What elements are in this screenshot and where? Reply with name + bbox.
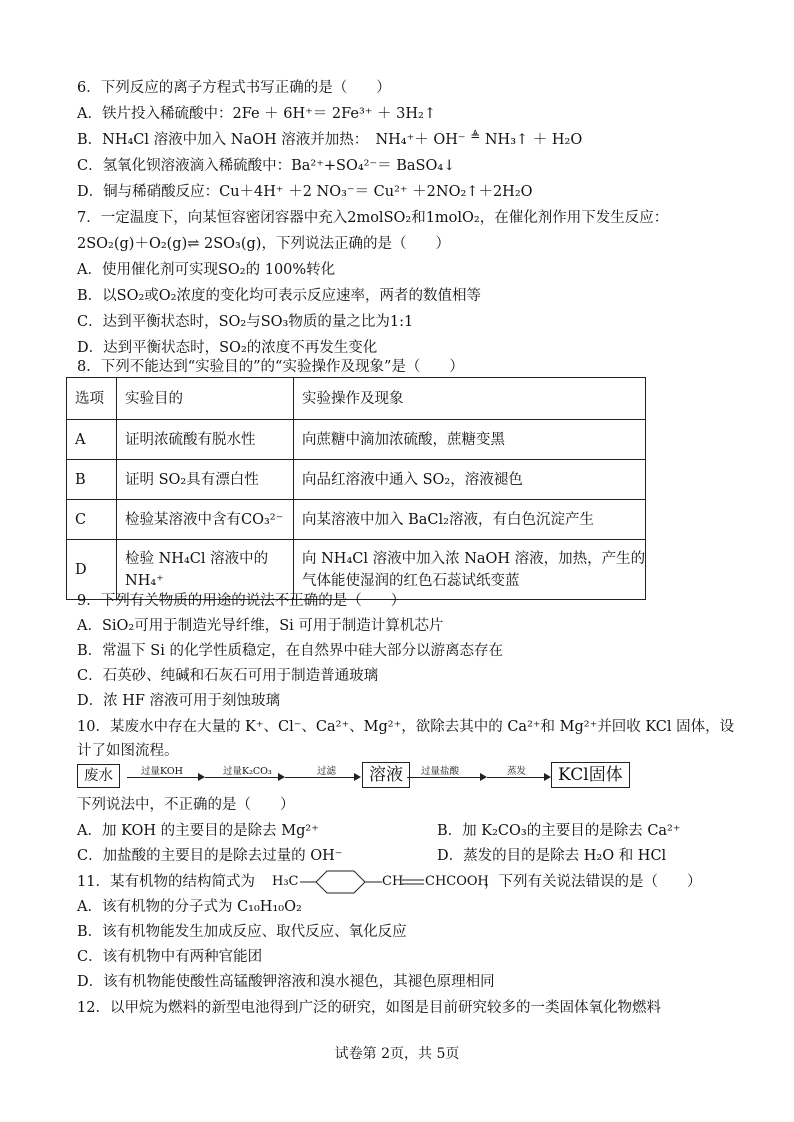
flow-arrow [285, 777, 359, 778]
process-flow-diagram [77, 760, 637, 790]
q10-stem-line2: 计了如图流程。 [77, 743, 179, 759]
table-header-cell: 选项 [67, 378, 117, 420]
q11-stem-post: ，下列有关说法错误的是（ ） [484, 874, 702, 890]
methyl-group: H₃C [272, 874, 299, 889]
flow-step-label: 蒸发 [507, 766, 527, 777]
flow-step-label: 过量盐酸 [421, 766, 460, 777]
ch-group: CH [382, 874, 404, 889]
q9-option-c: C．石英砂、纯碱和石灰石可用于制造普通玻璃 [77, 668, 379, 684]
table-row [67, 420, 646, 460]
flow-arrow [407, 777, 485, 778]
flow-step-label: 过滤 [317, 766, 337, 777]
table-cell: B [67, 460, 117, 500]
q7-option-a: A．使用催化剂可实现SO₂的 100%转化 [77, 262, 336, 278]
heat-symbol: ≜ [470, 129, 481, 143]
table-cell: A [67, 420, 117, 460]
experiment-table [66, 377, 646, 600]
q7-stem-line2: 2SO₂(g)＋O₂(g)⇌ 2SO₃(g)，下列说法正确的是（ ） [77, 236, 450, 252]
table-cell: 检验某溶液中含有CO₃²⁻ [117, 500, 294, 540]
q7-option-b: B．以SO₂或O₂浓度的变化均可表示反应速率，两者的数值相等 [77, 288, 481, 304]
flow-step-label: 过量KOH [141, 766, 183, 777]
flow-arrow [205, 777, 283, 778]
flow-box-solution: 溶液 [362, 762, 410, 788]
q11-option-d: D．该有机物能使酸性高锰酸钾溶液和溴水褪色，其褪色原理相同 [77, 974, 495, 990]
q10-option-c: C．加盐酸的主要目的是除去过量的 OH⁻ [77, 848, 343, 864]
flow-box-kcl-solid: KCl固体 [551, 762, 630, 788]
q6-option-a: A．铁片投入稀硫酸中：2Fe ＋ 6H⁺＝ 2Fe³⁺ ＋ 3H₂↑ [77, 106, 436, 122]
table-cell: 向品红溶液中通入 SO₂，溶液褪色 [294, 460, 646, 500]
q6-option-d: D．铜与稀硝酸反应：Cu＋4H⁺ ＋2 NO₃⁻＝ Cu²⁺ ＋2NO₂↑＋2H₂O [77, 184, 533, 200]
table-header-cell: 实验操作及现象 [294, 378, 646, 420]
q8-stem: 8．下列不能达到“实验目的”的“实验操作及现象”是（ ） [77, 359, 464, 375]
q7-option-c: C．达到平衡状态时，SO₂与SO₃物质的量之比为1:1 [77, 314, 414, 330]
q9-option-b: B．常温下 Si 的化学性质稳定，在自然界中硅大部分以游离态存在 [77, 643, 503, 659]
q11-option-a: A．该有机物的分子式为 C₁₀H₁₀O₂ [77, 899, 302, 915]
chcooh-group: CHCOOH [425, 874, 489, 889]
table-cell: 证明 SO₂具有漂白性 [117, 460, 294, 500]
table-header-row [67, 378, 646, 420]
q6-option-b-text: B．NH₄Cl 溶液中加入 NaOH 溶液并加热： NH₄⁺＋ OH⁻ [77, 132, 466, 148]
flow-box-wastewater: 废水 [77, 764, 120, 788]
flow-arrow [487, 777, 549, 778]
q11-option-b: B．该有机物能发生加成反应、取代反应、氧化反应 [77, 924, 407, 940]
q7-option-d: D．达到平衡状态时，SO₂的浓度不再发生变化 [77, 340, 378, 356]
table-cell: 证明浓硫酸有脱水性 [117, 420, 294, 460]
q9-stem: 9．下列有关物质的用途的说法不正确的是（ ） [77, 593, 406, 609]
q6-stem: 6．下列反应的离子方程式书写正确的是（ ） [77, 80, 391, 96]
q6-option-c: C．氢氧化钡溶液滴入稀硫酸中：Ba²⁺+SO₄²⁻＝ BaSO₄↓ [77, 158, 456, 174]
table-cell-line: 气体能使湿润的红色石蕊试纸变蓝 [302, 572, 520, 589]
q7-stem-line1: 7．一定温度下，向某恒容密闭容器中充入2molSO₂和1molO₂，在催化剂作用下发生反应： [77, 210, 669, 226]
structural-formula [272, 868, 489, 898]
q9-option-d: D．浓 HF 溶液可用于刻蚀玻璃 [77, 693, 281, 709]
q11-option-c: C．该有机物中有两种官能团 [77, 949, 263, 965]
table-row [67, 460, 646, 500]
flow-step-label: 过量K₂CO₃ [223, 766, 272, 777]
table-cell: 向蔗糖中滴加浓硫酸，蔗糖变黑 [294, 420, 646, 460]
table-cell: D [67, 540, 117, 600]
q11-stem-pre: 11．某有机物的结构简式为 [77, 874, 255, 890]
q10-stem-line1: 10．某废水中存在大量的 K⁺、Cl⁻、Ca²⁺、Mg²⁺，欲除去其中的 Ca²⁺和 Mg²⁺并回收 KCl 固体，设 [77, 719, 735, 735]
q6-option-b [77, 129, 582, 151]
table-cell-line: NH₄⁺ [125, 572, 164, 589]
q12-stem: 12．以甲烷为燃料的新型电池得到广泛的研究，如图是目前研究较多的一类固体氧化物燃料 [77, 1000, 661, 1016]
page-footer: 试卷第 2页，共 5页 [334, 1046, 460, 1062]
table-cell-line: 向 NH₄Cl 溶液中加入浓 NaOH 溶液，加热，产生的 [302, 550, 646, 567]
table-row [67, 500, 646, 540]
q9-option-a: A．SiO₂可用于制造光导纤维，Si 可用于制造计算机芯片 [77, 618, 444, 634]
q10-ask: 下列说法中，不正确的是（ ） [77, 797, 295, 813]
q10-option-b: B．加 K₂CO₃的主要目的是除去 Ca²⁺ [437, 823, 681, 839]
q10-option-a: A．加 KOH 的主要目的是除去 Mg²⁺ [77, 823, 319, 839]
q10-option-d: D．蒸发的目的是除去 H₂O 和 HCl [437, 848, 667, 864]
q6-option-b-products: NH₃↑ ＋ H₂O [484, 132, 583, 148]
table-cell: C [67, 500, 117, 540]
table-header-cell: 实验目的 [117, 378, 294, 420]
table-cell: 向某溶液中加入 BaCl₂溶液，有白色沉淀产生 [294, 500, 646, 540]
table-cell-line: 检验 NH₄Cl 溶液中的 [125, 550, 269, 567]
flow-arrow [127, 777, 203, 778]
